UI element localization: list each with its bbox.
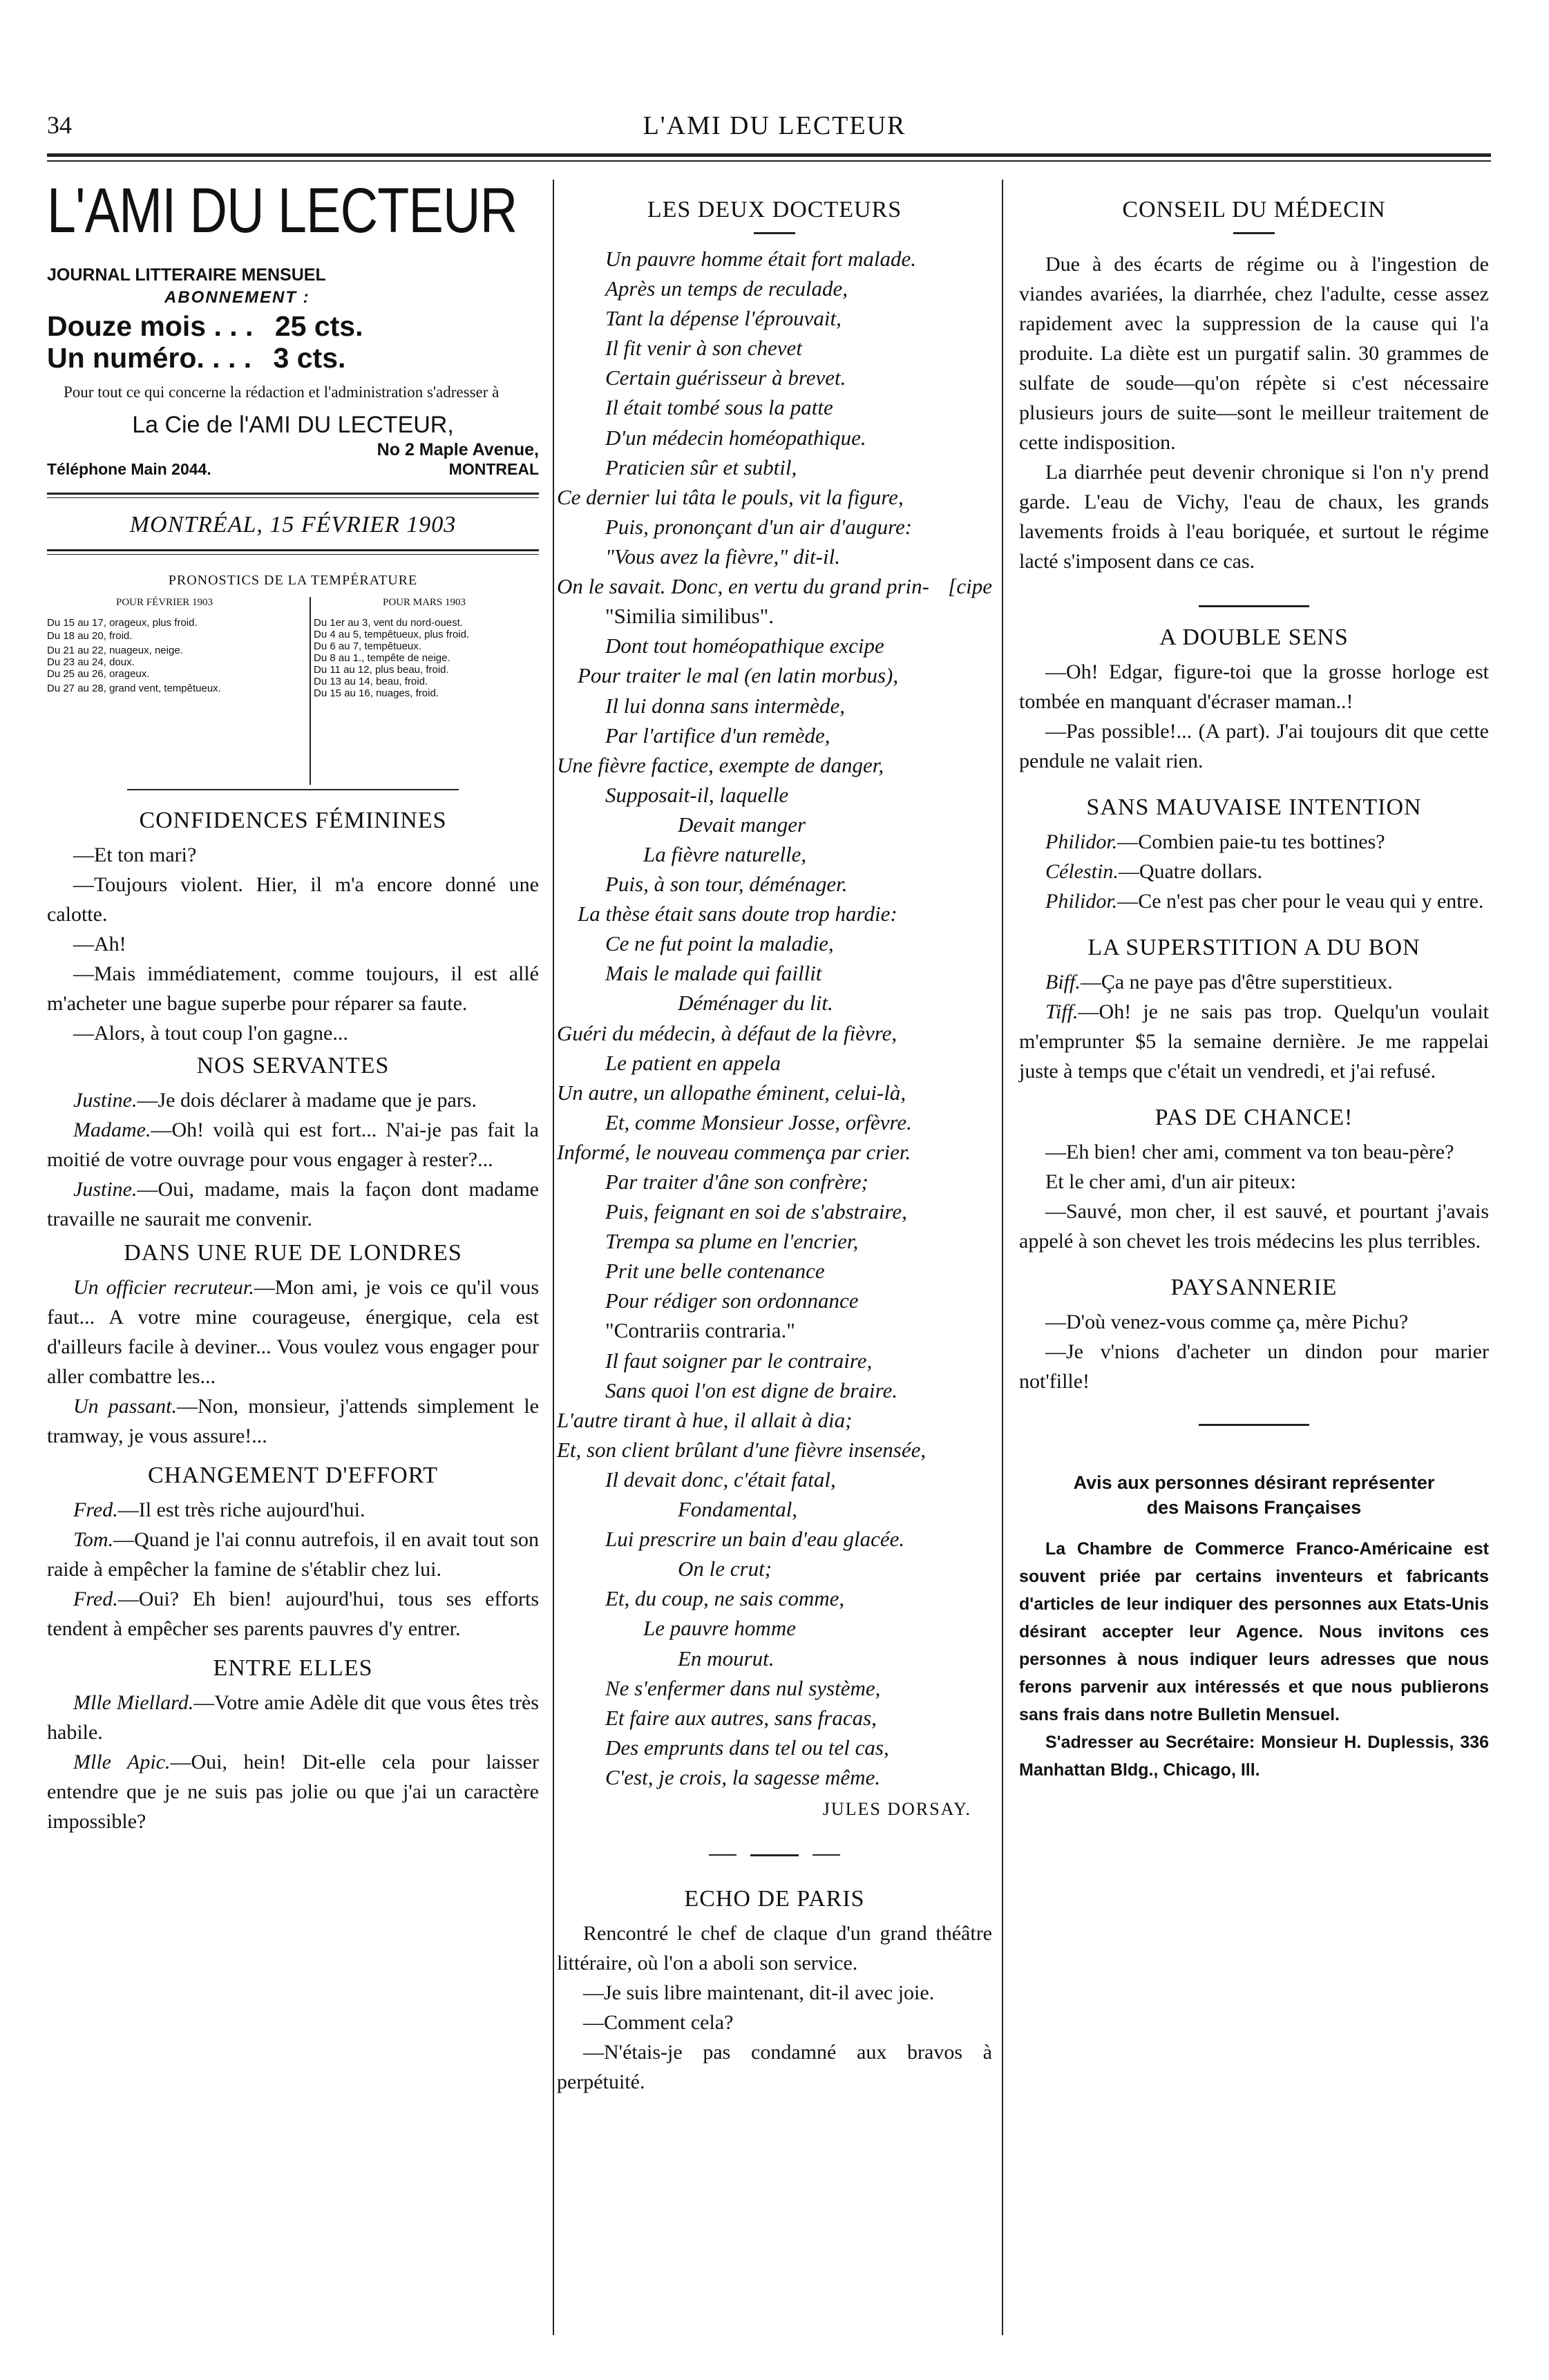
- paragraph: —Toujours violent. Hier, il m'a encore donné une calotte.: [47, 873, 539, 926]
- paragraph: —Sauvé, mon cher, il est sauvé, et pourtant j'avais appelé à son chevet les trois médecins les plus terribles.: [1019, 1200, 1489, 1253]
- notice-contact: S'adresser au Secrétaire: Monsieur H. Duplessis, 336 Manhattan Bldg., Chicago, Ill.: [1019, 1733, 1489, 1780]
- notice-body: La Chambre de Commerce Franco-Américaine est souvent priée par certains inventeurs et fabricants d'articles de leur indiquer des personnes aux Etats-Unis désirant accepter leur Agence. Nous invitons ces personnes à nous indiquer leurs adresses que nous ferons parvenir aux intéressés et que nous publierons sans frais dans notre Bulletin Mensuel.: [1019, 1539, 1489, 1724]
- price-issue: [47, 342, 539, 374]
- paragraph: Et le cher ami, d'un air piteux:: [1045, 1170, 1296, 1193]
- poem-line: Une fièvre factice, exempte de danger,: [557, 752, 884, 777]
- section-title: CONFIDENCES FÉMININES: [139, 808, 447, 833]
- dialogue-line: [47, 1115, 539, 1174]
- notice-title-1: Avis aux personnes désirant représenter: [1073, 1472, 1435, 1493]
- weather-table: [47, 597, 539, 789]
- running-title: L'AMI DU LECTEUR: [643, 111, 906, 140]
- section-title: NOS SERVANTES: [196, 1053, 390, 1078]
- poem-line: Il devait donc, c'était fatal,: [605, 1467, 836, 1492]
- poem-line: Après un temps de reculade,: [605, 276, 848, 301]
- speech: —Ce n'est pas cher pour le veau qui y entre.: [1117, 890, 1484, 913]
- price-year: [47, 310, 539, 342]
- poem-line: Ce dernier lui tâta le pouls, vit la figure,: [557, 484, 904, 509]
- weather-item: Du 21 au 22, nuageux, neige.: [47, 645, 183, 656]
- poem-line: D'un médecin homéopathique.: [605, 425, 866, 450]
- poem-line: Tant la dépense l'éprouvait,: [605, 306, 842, 331]
- poem-line: Il était tombé sous la patte: [605, 395, 833, 420]
- dialogue-line: [47, 1085, 539, 1115]
- weather-item: Du 27 au 28, grand vent, tempêtueux.: [47, 683, 221, 694]
- column-divider-2: [1002, 180, 1003, 2335]
- weather-head-feb: POUR FÉVRIER 1903: [115, 597, 213, 608]
- paragraph: Due à des écarts de régime ou à l'ingestion de viandes avariées, la diarrhée, chez l'adulte, cesse assez rapidement avec la suppression de la cause qui l'a produite. La diète est un purgatif salin. 30 grammes de sulfate de soude—qu'on répète si c'est nécessaire plusieurs jours de suite—sont le meilleur traitement de cette indisposition.: [1019, 253, 1489, 454]
- speaker: Philidor.: [1045, 830, 1118, 853]
- speech: —Quatre dollars.: [1118, 860, 1263, 883]
- weather-col-feb: [47, 597, 294, 789]
- rule-dateline-bottom: [47, 549, 539, 555]
- header-rule: [47, 153, 1491, 157]
- poem-line: Puis, feignant en soi de s'abstraire,: [605, 1199, 907, 1224]
- masthead-notice: Pour tout ce qui concerne la rédaction et l'administration s'adresser à: [64, 383, 500, 401]
- weather-item: Du 15 au 17, orageux, plus froid.: [47, 617, 198, 629]
- poem-line: C'est, je crois, la sagesse même.: [605, 1764, 881, 1789]
- dialogue-line: [47, 1525, 539, 1584]
- dialogue-line: [1019, 967, 1489, 997]
- poem-line: Par l'artifice d'un remède,: [605, 723, 830, 748]
- speech: —Oui? Eh bien! aujourd'hui, tous ses efforts tendent à empêcher ses parents pauvres d'y entrer.: [47, 1588, 539, 1640]
- poem-line: Et, comme Monsieur Josse, orfèvre.: [605, 1110, 912, 1134]
- speaker: Mlle Miellard.: [73, 1691, 194, 1714]
- poem-line: Puis, à son tour, déménager.: [605, 872, 848, 897]
- poem-line: Et, du coup, ne sais comme,: [605, 1586, 845, 1611]
- separator: [1019, 1424, 1489, 1426]
- poem-line: Des emprunts dans tel ou tel cas,: [605, 1735, 889, 1760]
- masthead-company: La Cie de l'AMI DU LECTEUR,: [132, 412, 454, 438]
- section-title: SANS MAUVAISE INTENTION: [1086, 794, 1422, 820]
- weather-divider: [310, 597, 311, 785]
- speech: —Ça ne paye pas d'être superstitieux.: [1080, 971, 1393, 993]
- paragraph: —D'où venez-vous comme ça, mère Pichu?: [1045, 1311, 1409, 1333]
- weather-item: Du 6 au 7, tempêtueux.: [314, 640, 421, 652]
- section-title: A DOUBLE SENS: [1159, 625, 1349, 650]
- poem-line: Lui prescrire un bain d'eau glacée.: [605, 1527, 905, 1552]
- poem-line: Informé, le nouveau commença par crier.: [557, 1139, 911, 1164]
- dialogue-line: [1019, 886, 1489, 916]
- dialogue-line: [47, 1495, 539, 1525]
- paragraph: —Eh bien! cher ami, comment va ton beau-père?: [1045, 1141, 1454, 1163]
- column-right: [1019, 195, 1489, 1784]
- poem-line: Ne s'enfermer dans nul système,: [605, 1675, 881, 1700]
- poem-line: Un autre, un allopathe éminent, celui-là,: [557, 1080, 906, 1105]
- dialogue-line: [1019, 997, 1489, 1086]
- paragraph: —Je v'nions d'acheter un dindon pour marier not'fille!: [1019, 1340, 1489, 1393]
- column-left: [47, 173, 539, 1836]
- weather-head-mar: POUR MARS 1903: [382, 597, 466, 608]
- poem-line: En mourut.: [678, 1646, 774, 1670]
- weather-item: Du 13 au 14, beau, froid.: [314, 676, 428, 687]
- speaker: Biff.: [1045, 971, 1081, 993]
- poem-line: Déménager du lit.: [678, 991, 833, 1016]
- dialogue-line: [47, 1391, 539, 1451]
- poem-line: Dont tout homéopathique excipe: [605, 634, 884, 658]
- separator: [557, 1854, 992, 1856]
- poem-line: L'autre tirant à hue, il allait à dia;: [557, 1407, 853, 1432]
- notice-title-2: des Maisons Françaises: [1146, 1497, 1362, 1518]
- masthead-city: MONTREAL: [448, 460, 539, 478]
- poem-line: Et faire aux autres, sans fracas,: [605, 1705, 877, 1730]
- dialogue-line: [1019, 827, 1489, 857]
- title-dash: [754, 232, 795, 234]
- poem-author: JULES DORSAY.: [822, 1798, 971, 1819]
- poem-line: On le savait. Donc, en vertu du grand prin-: [557, 574, 929, 599]
- column-middle: [557, 195, 992, 2097]
- poem-line: Par traiter d'âne son confrère;: [605, 1170, 868, 1194]
- speaker: Justine.: [73, 1089, 137, 1112]
- poem-line: Devait manger: [678, 812, 806, 837]
- speech: —Oui, hein! Dit-elle cela pour laisser entendre que je ne suis pas jolie ou que j'ai un caractère impossible?: [47, 1751, 539, 1833]
- section-title: DANS UNE RUE DE LONDRES: [124, 1240, 462, 1266]
- paragraph: —Comment cela?: [583, 2010, 734, 2034]
- weather-item: Du 25 au 26, orageux.: [47, 668, 150, 680]
- masthead-phone-line: [47, 460, 539, 479]
- speech: —Non, monsieur, j'attends simplement le tramway, je vous assure!...: [47, 1395, 539, 1447]
- weather-item: Du 8 au 1., tempête de neige.: [314, 652, 450, 664]
- section-title: LA SUPERSTITION A DU BON: [1087, 935, 1420, 960]
- speech: —Mon ami, je vois ce qu'il vous faut... A votre mine courageuse, énergique, cela est d'ailleurs facile à deviner... Vous voulez vous engager pour aller combattre les...: [47, 1276, 540, 1388]
- price-year-value: 25 cts.: [274, 310, 363, 342]
- speaker: Un officier recruteur.: [73, 1276, 254, 1299]
- title-dash: [1233, 232, 1275, 234]
- paragraph: —Alors, à tout coup l'on gagne...: [73, 1022, 348, 1045]
- speech: —Oui, madame, mais la façon dont madame travaille ne saurait me convenir.: [47, 1178, 539, 1230]
- subscription-label: ABONNEMENT :: [164, 288, 310, 307]
- speaker: Justine.: [73, 1178, 137, 1201]
- masthead-title: L'AMI DU LECTEUR: [47, 175, 517, 246]
- poem-line: Et, son client brûlant d'une fièvre insensée,: [557, 1437, 926, 1462]
- poem-title: LES DEUX DOCTEURS: [647, 197, 902, 222]
- price-year-label: Douze mois . . .: [47, 310, 254, 342]
- speech: —Combien paie-tu tes bottines?: [1117, 830, 1385, 853]
- column-divider-1: [553, 180, 554, 2335]
- dialogue-line: [47, 1584, 539, 1644]
- poem-line: Sans quoi l'on est digne de braire.: [605, 1378, 898, 1402]
- price-issue-label: Un numéro. . . .: [47, 342, 252, 374]
- section-title: PAS DE CHANCE!: [1154, 1105, 1353, 1130]
- speaker: Tom.: [73, 1528, 114, 1551]
- dialogue-line: [47, 1688, 539, 1747]
- speaker: Mlle Apic.: [73, 1751, 171, 1773]
- weather-item: Du 1er au 3, vent du nord-ouest.: [314, 617, 463, 629]
- speech: —Oh! voilà qui est fort... N'ai-je pas fait la moitié de votre ouvrage pour vous engager à rester?...: [47, 1118, 539, 1171]
- paragraph: —N'étais-je pas condamné aux bravos à perpétuité.: [557, 2040, 992, 2093]
- poem-line: Puis, prononçant d'un air d'augure:: [605, 514, 913, 539]
- page-number: 34: [47, 111, 72, 139]
- paragraph: —Oh! Edgar, figure-toi que la grosse horloge est tombée en manquant d'écraser maman..!: [1019, 660, 1489, 713]
- poem-line: Guéri du médecin, à défaut de la fièvre,: [557, 1020, 897, 1045]
- speaker: Un passant.: [73, 1395, 177, 1418]
- poem-line: Ce ne fut point la maladie,: [605, 931, 834, 956]
- poem-line: On le crut;: [678, 1556, 772, 1581]
- poem-line: Fondamental,: [678, 1497, 798, 1522]
- weather-item: Du 4 au 5, tempêtueux, plus froid.: [314, 629, 470, 640]
- speaker: Célestin.: [1045, 860, 1119, 883]
- poem-line: Pour rédiger son ordonnance: [605, 1288, 859, 1313]
- poem-line: La thèse était sans doute trop hardie:: [578, 902, 897, 926]
- poem-line: "Similia similibus".: [605, 604, 774, 629]
- poem-line: Mais le malade qui faillit: [605, 961, 822, 986]
- speaker: Madame.: [73, 1118, 151, 1141]
- poem-line: Le patient en appela: [605, 1050, 781, 1075]
- paragraph: —Et ton mari?: [73, 844, 197, 866]
- masthead-subtitle: JOURNAL LITTERAIRE MENSUEL: [47, 265, 326, 285]
- paragraph: —Ah!: [73, 933, 126, 955]
- paragraph: —Pas possible!... (A part). J'ai toujours dit que cette pendule ne valait rien.: [1019, 720, 1489, 772]
- poem-line: Trempa sa plume en l'encrier,: [605, 1229, 859, 1254]
- paragraph: —Mais immédiatement, comme toujours, il est allé m'acheter une bague superbe pour réparer sa faute.: [47, 962, 539, 1015]
- paragraph: Rencontré le chef de claque d'un grand théâtre littéraire, où l'on a aboli son service.: [557, 1921, 992, 1974]
- weather-item: Du 18 au 20, froid.: [47, 630, 133, 642]
- dialogue-line: [47, 1273, 539, 1391]
- speaker: Fred.: [73, 1588, 118, 1610]
- weather-item: Du 15 au 16, nuages, froid.: [314, 687, 439, 699]
- dateline: MONTRÉAL, 15 FÉVRIER 1903: [129, 512, 457, 537]
- dialogue-line: [47, 1174, 539, 1234]
- poem-line: "Contrariis contraria.": [605, 1318, 795, 1343]
- weather-bottom-rule: [127, 789, 459, 790]
- poem-line: Il lui donna sans intermède,: [605, 693, 845, 718]
- masthead-phone: Téléphone Main 2044.: [47, 460, 211, 478]
- weather-item: Du 11 au 12, plus beau, froid.: [314, 664, 449, 676]
- poem-line: "Vous avez la fièvre," dit-il.: [605, 544, 840, 569]
- paragraph: —Je suis libre maintenant, dit-il avec joie.: [583, 1981, 935, 2004]
- poem-body: [557, 244, 992, 1792]
- poem-line: Le pauvre homme: [643, 1616, 796, 1641]
- section-title: CONSEIL DU MÉDECIN: [1122, 197, 1386, 222]
- paragraph: La diarrhée peut devenir chronique si l'on n'y prend garde. L'eau de Vichy, l'eau de chaux, les grands lavements froids à l'eau boriquée, et surtout le régime lacté s'imposent dans ce cas.: [1019, 461, 1489, 573]
- speech: —Oh! je ne sais pas trop. Quelqu'un voulait m'emprunter $5 la semaine dernière. Je me rappelai juste à temps que c'était un vendredi, et j'ai refusé.: [1019, 1000, 1489, 1083]
- poem-line: Un pauvre homme était fort malade.: [605, 247, 916, 271]
- poem-line: La fièvre naturelle,: [643, 841, 807, 866]
- speaker: Tiff.: [1045, 1000, 1078, 1023]
- poem-line: Praticien sûr et subtil,: [605, 455, 797, 479]
- poem-line: Il fit venir à son chevet: [605, 336, 802, 361]
- dialogue-line: [47, 1747, 539, 1836]
- poem-line: Il faut soigner par le contraire,: [605, 1348, 873, 1373]
- weather-col-mar: [294, 597, 535, 789]
- section-title: CHANGEMENT D'EFFORT: [147, 1463, 439, 1488]
- section-title: ENTRE ELLES: [213, 1655, 373, 1681]
- weather-title: PRONOSTICS DE LA TEMPÉRATURE: [168, 573, 418, 588]
- section-title: ECHO DE PARIS: [684, 1885, 865, 1912]
- poem-line: Pour traiter le mal (en latin morbus),: [578, 663, 899, 688]
- speaker: Fred.: [73, 1498, 118, 1521]
- weather-item: Du 23 au 24, doux.: [47, 656, 135, 668]
- speaker: Philidor.: [1045, 890, 1118, 913]
- separator: [1019, 605, 1489, 607]
- dialogue-line: [1019, 857, 1489, 886]
- poem-line: [cipe: [948, 574, 992, 599]
- rule-dateline-top: [47, 493, 539, 498]
- speech: —Je dois déclarer à madame que je pars.: [137, 1089, 477, 1112]
- speech: —Quand je l'ai connu autrefois, il en avait tout son raide à empêcher la famine de s'établir chez lui.: [47, 1528, 539, 1581]
- price-issue-value: 3 cts.: [273, 342, 346, 374]
- header-rule-thin: [47, 160, 1491, 162]
- poem-line: Supposait-il, laquelle: [605, 782, 789, 807]
- speech: —Votre amie Adèle dit que vous êtes très habile.: [47, 1691, 539, 1744]
- masthead-address: No 2 Maple Avenue,: [377, 440, 539, 459]
- section-title: PAYSANNERIE: [1170, 1275, 1338, 1300]
- speech: —Il est très riche aujourd'hui.: [117, 1498, 365, 1521]
- poem-line: Prit une belle contenance: [605, 1259, 825, 1284]
- poem-line: Certain guérisseur à brevet.: [605, 365, 846, 390]
